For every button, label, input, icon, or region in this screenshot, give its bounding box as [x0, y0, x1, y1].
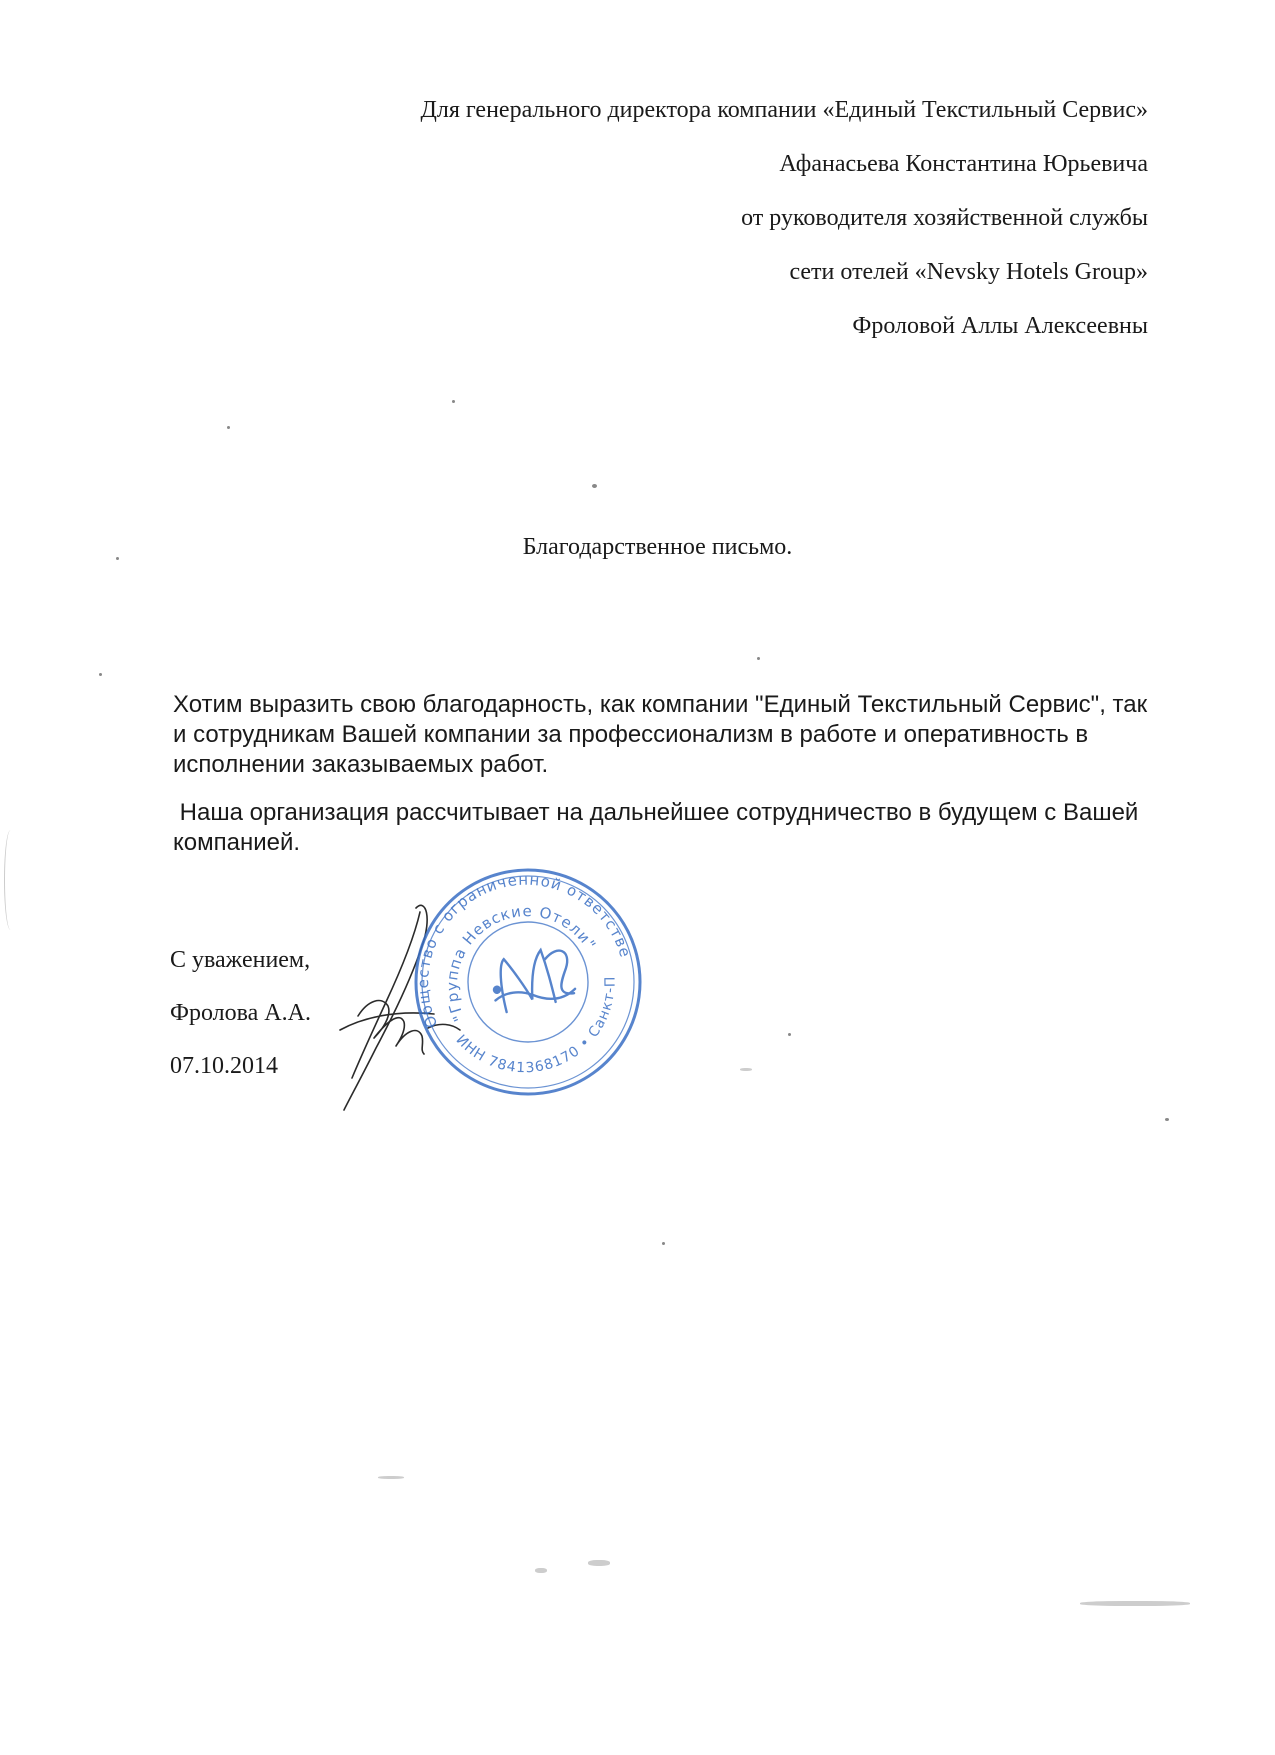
letter-title: Благодарственное письмо. [522, 534, 793, 560]
scan-speck [116, 557, 119, 560]
scan-edge-mark [4, 830, 17, 930]
addressee-block [248, 98, 1148, 368]
company-stamp [400, 862, 656, 1102]
addressee-line-4: сети отелей «Nevsky Hotels Group» [789, 259, 1148, 285]
scan-smudge [1080, 1601, 1190, 1606]
stamp-inner-text: "Группа Невские Отели" [443, 902, 600, 1025]
scan-speck [788, 1033, 791, 1036]
scan-speck [227, 426, 230, 429]
scan-speck [592, 484, 597, 488]
stamp-outer-text: Общество с ограниченной ответственностью [414, 870, 635, 1031]
body-paragraph-2: Наша организация рассчитывает на дальнейшее сотрудничество в будущем с Вашей компанией. [173, 799, 1145, 856]
closing-block [170, 948, 311, 1107]
scan-speck [452, 400, 455, 403]
addressee-line-5: Фроловой Аллы Алексеевны [852, 313, 1148, 339]
body-paragraph-1: Хотим выразить свою благодарность, как компании "Единый Текстильный Сервис", так и сотрудникам Вашей компании за профессионализм в работе и оперативность в исполнении заказываемых работ. [173, 691, 1148, 778]
addressee-line-2: Афанасьева Константина Юрьевича [779, 151, 1148, 177]
scan-smudge [740, 1068, 752, 1071]
scan-smudge [588, 1560, 610, 1566]
signer-name: Фролова А.А. [170, 1000, 311, 1026]
hotel-logo-icon [486, 944, 577, 1016]
stamp-bottom-text: ИНН 7841368170 • Санкт-Петербург [452, 975, 619, 1077]
scan-speck [99, 673, 102, 676]
addressee-line-1: Для генерального директора компании «Единый Текстильный Сервис» [420, 97, 1148, 123]
scan-speck [662, 1242, 665, 1245]
addressee-line-3: от руководителя хозяйственной службы [741, 205, 1148, 231]
letter-date: 07.10.2014 [170, 1053, 278, 1079]
scan-smudge [378, 1476, 404, 1479]
letter-body [173, 690, 1153, 876]
closing-regards: С уважением, [170, 947, 311, 973]
scan-speck [1165, 1118, 1169, 1121]
scan-smudge [535, 1568, 547, 1573]
scan-speck [757, 657, 760, 660]
